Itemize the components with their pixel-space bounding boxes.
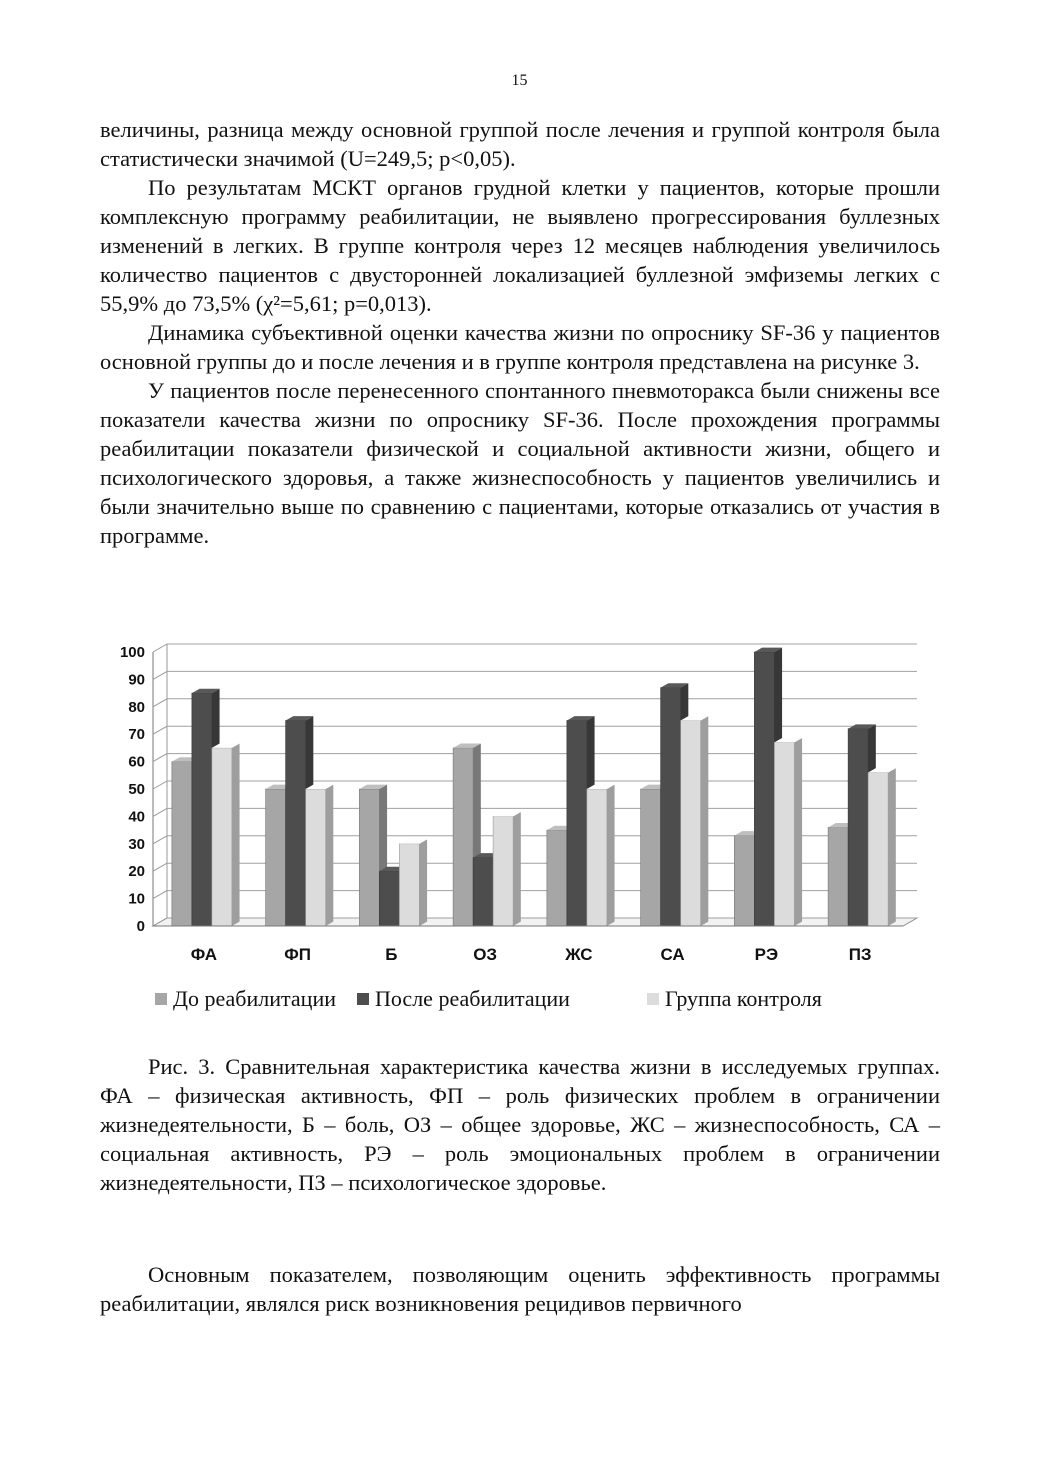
bar-2-4: [587, 789, 607, 926]
paragraph-main-indicator: Основным показателем, позволяющим оценить эффективность программы реабилитации, являлся риск возникновения рецидивов первичного: [100, 1262, 940, 1316]
bar-2-1: [306, 789, 326, 926]
bar-0-6: [734, 836, 754, 926]
x-category-label: Б: [385, 945, 398, 964]
bar-2-3: [493, 816, 513, 926]
bar-0-5: [641, 789, 661, 926]
y-tick-label: 40: [128, 808, 145, 826]
paragraph-msct: По результатам МСКТ органов грудной клетки у пациентов, которые прошли комплексную программу реабилитации, не выявлено прогрессирования буллезных изменений в легких. В группе контроля через 12 месяцев наблюдения увеличилось количество пациентов с двусторонней локализацией буллезной эмфиземы легких с 55,9% до 73,5% (χ²=5,61; p=0,013).: [100, 175, 940, 316]
bar-side-2-0: [232, 744, 240, 927]
x-category-label: ПЗ: [848, 945, 872, 964]
y-tick-label: 50: [128, 781, 145, 798]
legend-label-1: После реабилитации: [375, 986, 570, 1011]
bar-1-4: [567, 721, 587, 927]
bar-1-3: [473, 858, 493, 927]
legend-swatch-0: [155, 993, 167, 1005]
bar-2-5: [681, 721, 701, 927]
bar-1-6: [754, 652, 774, 926]
legend-label-0: До реабилитации: [173, 986, 336, 1011]
grid-diagonal: [153, 863, 167, 871]
grid-diagonal: [153, 644, 167, 652]
y-tick-label: 30: [128, 835, 145, 853]
legend-swatch-2: [647, 993, 659, 1005]
chart-svg: [95, 628, 945, 1028]
page-number: 15: [511, 72, 528, 89]
bar-2-6: [774, 742, 794, 926]
grid-diagonal: [153, 754, 167, 762]
x-category-label: СА: [660, 945, 685, 964]
bar-side-2-2: [419, 839, 427, 926]
y-tick-label: 60: [128, 753, 145, 771]
paragraph-results: У пациентов после перенесенного спонтанного пневмоторакса были снижены все показатели качества жизни по опроснику SF-36. После прохождения программы реабилитации показатели физической и социальной активности жизни, общего и психологического здоровья, а также жизнеспособность у пациентов увеличились и были значительно выше по сравнению с пациентами, которые отказались от участия в программе.: [100, 378, 940, 548]
bar-1-1: [286, 721, 306, 927]
figure-caption: [100, 1052, 940, 1197]
grid-diagonal: [153, 781, 167, 789]
bar-0-0: [172, 762, 192, 926]
bar-side-2-5: [701, 716, 709, 926]
body-text-bottom: [100, 1260, 940, 1318]
bar-2-7: [868, 773, 888, 926]
y-tick-label: 80: [128, 698, 145, 716]
bar-2-2: [399, 844, 419, 926]
grid-diagonal: [153, 891, 167, 899]
y-tick-label: 100: [119, 644, 145, 661]
bar-1-7: [848, 729, 868, 926]
grid-diagonal: [153, 808, 167, 816]
legend-swatch-1: [357, 993, 369, 1005]
bar-0-7: [828, 827, 848, 926]
y-tick-label: 90: [128, 671, 145, 689]
grid-diagonal: [153, 699, 167, 707]
legend-label-2: Группа контроля: [665, 986, 822, 1011]
paragraph-dynamics: Динамика субъективной оценки качества жизни по опроснику SF-36 у пациентов основной группы до и после лечения и в группе контроля представлена на рисунке 3.: [100, 320, 940, 374]
x-category-label: ЖС: [565, 945, 593, 964]
bar-side-2-7: [888, 768, 896, 926]
bar-2-0: [212, 748, 232, 926]
bar-side-2-3: [513, 812, 521, 926]
x-category-label: ФА: [190, 945, 218, 964]
grid-diagonal: [153, 836, 167, 844]
bar-0-1: [266, 789, 286, 926]
grid-diagonal: [153, 671, 167, 679]
bar-0-4: [547, 830, 567, 926]
bar-1-2: [379, 871, 399, 926]
bar-side-2-6: [794, 738, 802, 926]
body-text-top: [100, 115, 940, 550]
bar-1-0: [192, 693, 212, 926]
y-tick-label: 20: [128, 863, 145, 881]
bar-side-2-1: [326, 785, 334, 926]
paragraph-continuation: величины, разница между основной группой после лечения и группой контроля была статистически значимой (U=249,5; p<0,05).: [100, 117, 940, 171]
x-category-label: РЭ: [754, 945, 779, 964]
bar-0-2: [359, 789, 379, 926]
x-category-label: ОЗ: [473, 945, 498, 964]
x-category-label: ФП: [284, 945, 311, 964]
bar-0-3: [453, 748, 473, 926]
y-tick-label: 70: [128, 726, 145, 744]
y-tick-label: 0: [136, 918, 145, 935]
y-tick-label: 10: [128, 890, 145, 908]
bar-1-5: [661, 688, 681, 926]
bar-chart-figure-3: [95, 628, 945, 1028]
bar-side-2-4: [607, 785, 615, 926]
caption-text: Рис. 3. Сравнительная характеристика качества жизни в исследуемых группах. ФА – физическая активность, ФП – роль физических проблем в ограничении жизнедеятельности, Б – боль, ОЗ – общее здоровье, ЖС – жизнеспособность, СА – социальная активность, РЭ – роль эмоциональных проблем в ограничении жизнедеятельности, ПЗ – психологическое здоровье.: [100, 1054, 940, 1195]
grid-diagonal: [153, 726, 167, 734]
